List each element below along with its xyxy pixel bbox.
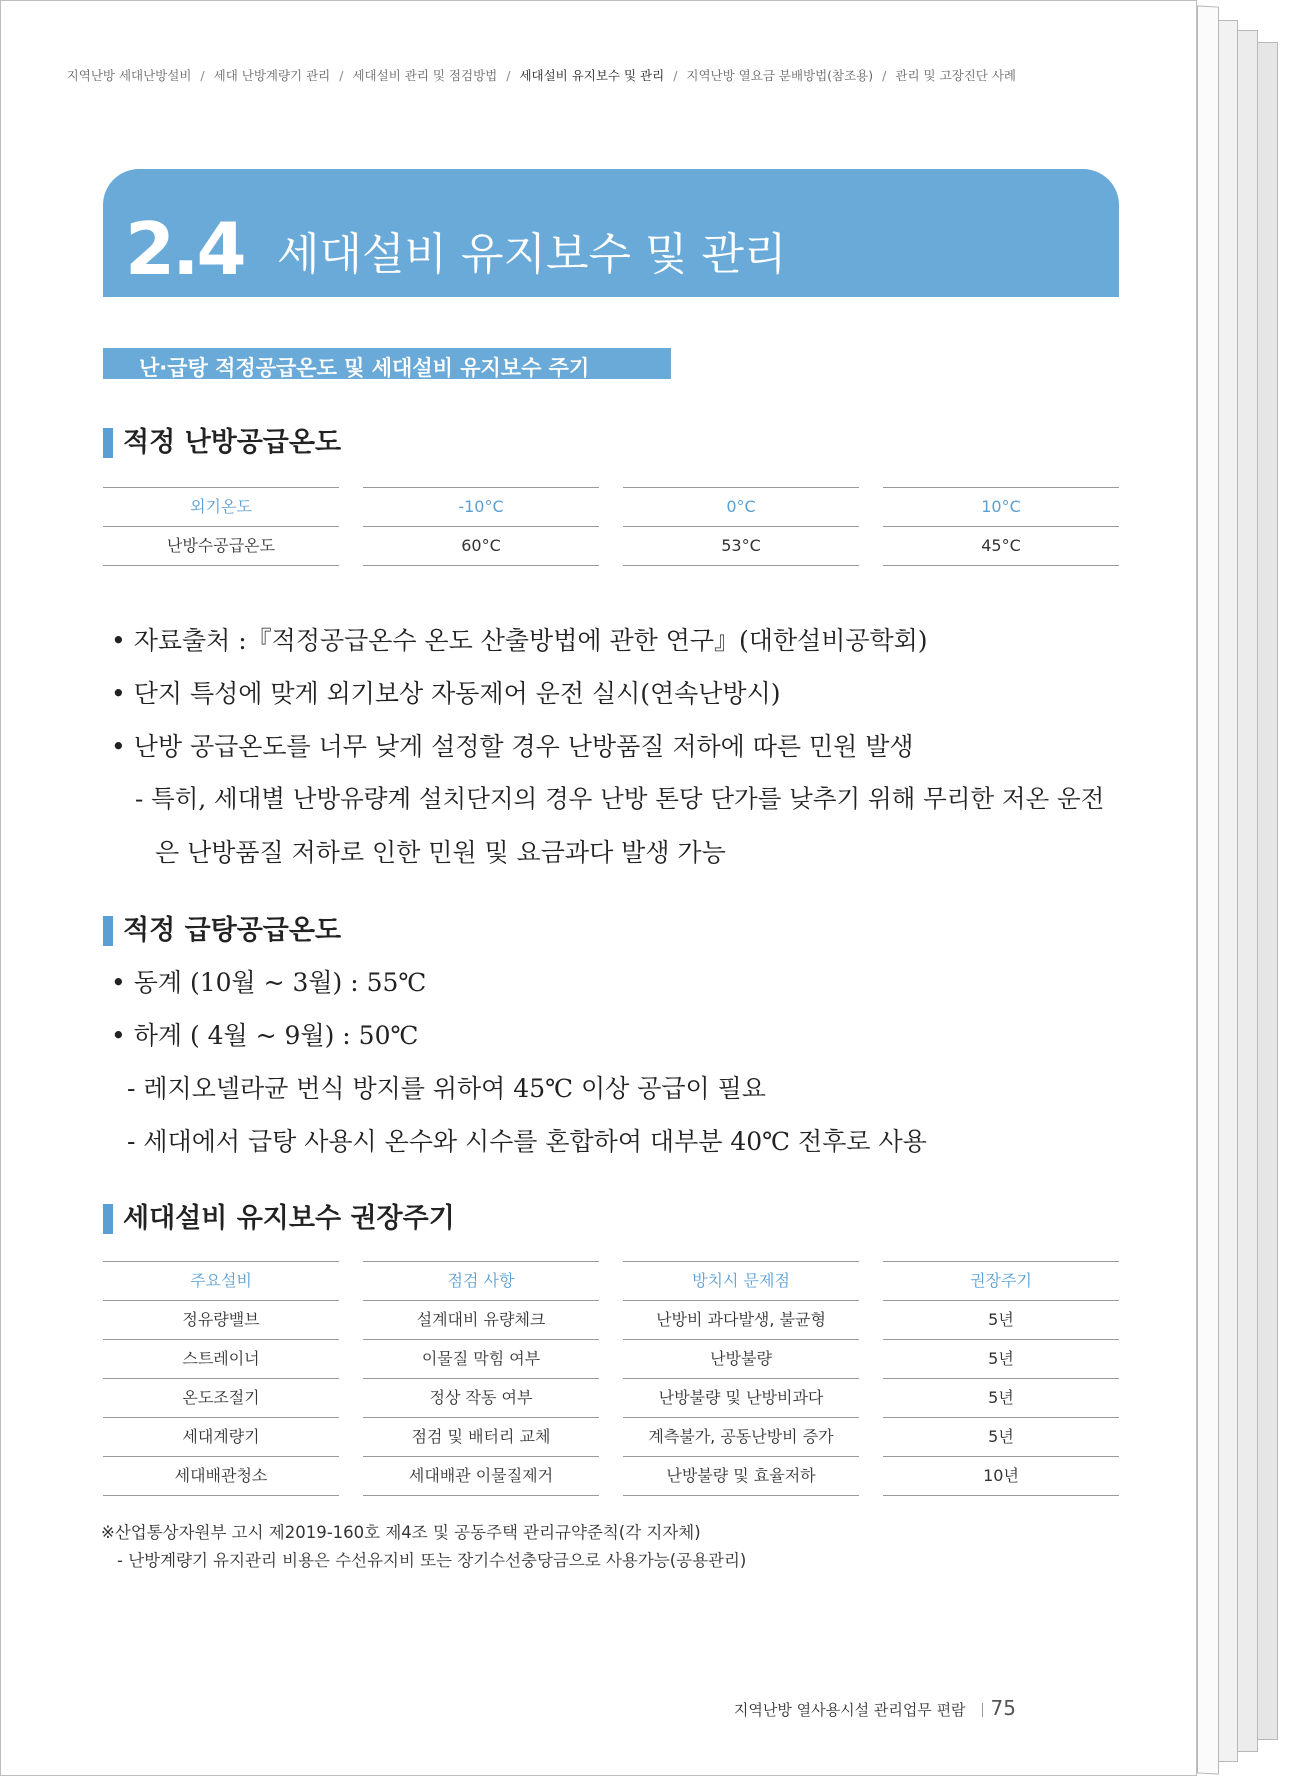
table-cell: 5년 [883, 1379, 1119, 1418]
table-header: 10°C [883, 487, 1119, 527]
table-header: 방치시 문제점 [623, 1261, 859, 1301]
table-header: -10°C [363, 487, 599, 527]
table-column [883, 1261, 1119, 1496]
table-cell: 10년 [883, 1457, 1119, 1496]
table-cell: 5년 [883, 1340, 1119, 1379]
table-cell: 세대계량기 [103, 1418, 339, 1457]
table-cell: 세대배관 이물질제거 [363, 1457, 599, 1496]
table-cell: 난방불량 및 효율저하 [623, 1457, 859, 1496]
table-cell: 53°C [623, 527, 859, 566]
breadcrumb-separator: / [882, 68, 887, 83]
table-column [363, 1261, 599, 1496]
breadcrumb-item[interactable]: 지역난방 열요금 분배방법(참조용) [686, 68, 874, 83]
breadcrumb-separator: / [339, 68, 344, 83]
breadcrumb-separator: / [200, 68, 205, 83]
table-column [103, 1261, 339, 1496]
footnote-sub: - 난방계량기 유지관리 비용은 수선유지비 또는 장기수선충당금으로 사용가능(공용관리) [117, 1551, 747, 1570]
table-header: 외기온도 [103, 487, 339, 527]
table-cell: 점검 및 배터리 교체 [363, 1418, 599, 1457]
table-column [103, 487, 339, 566]
table-cell: 60°C [363, 527, 599, 566]
breadcrumb-item[interactable]: 관리 및 고장진단 사례 [895, 68, 1016, 83]
breadcrumb-separator: / [506, 68, 511, 83]
table-cell: 난방수공급온도 [103, 527, 339, 566]
table-cell: 온도조절기 [103, 1379, 339, 1418]
sub-bullet-line: - 특히, 세대별 난방유량계 설치단지의 경우 난방 톤당 단가를 낮추기 위해 무리한 저온 운전 [135, 784, 1105, 813]
sub-bullet-line: - 레지오넬라균 번식 방지를 위하여 45℃ 이상 공급이 필요 [127, 1074, 766, 1103]
bullet-line: • 난방 공급온도를 너무 낮게 설정할 경우 난방품질 저하에 따른 민원 발생 [111, 732, 914, 761]
table-cell: 5년 [883, 1418, 1119, 1457]
table-cell: 5년 [883, 1301, 1119, 1340]
table-header: 주요설비 [103, 1261, 339, 1301]
table-cell: 이물질 막힘 여부 [363, 1340, 599, 1379]
heating-temp-heading: 적정 난방공급온도 [103, 426, 341, 460]
table-cell: 세대배관청소 [103, 1457, 339, 1496]
subhead-title: 난·급탕 적정공급온도 및 세대설비 유지보수 주기 [139, 356, 590, 380]
breadcrumb-item-active[interactable]: 세대설비 유지보수 및 관리 [519, 68, 665, 83]
bullet-line: • 단지 특성에 맞게 외기보상 자동제어 운전 실시(연속난방시) [111, 679, 781, 708]
bullet-line: • 자료출처 :『적정공급온수 온도 산출방법에 관한 연구』(대한설비공학회) [111, 626, 928, 655]
sub-bullet-line: - 세대에서 급탕 사용시 온수와 시수를 혼합하여 대부분 40℃ 전후로 사용 [127, 1127, 927, 1156]
table-header: 권장주기 [883, 1261, 1119, 1301]
footnote: ※산업통상자원부 고시 제2019-160호 제4조 및 공동주택 관리규약준칙(각 지자체) [101, 1523, 701, 1542]
sub-bullet-continuation: 은 난방품질 저하로 인한 민원 및 요금과다 발생 가능 [155, 838, 726, 867]
table-column [623, 1261, 859, 1496]
table-cell: 난방비 과다발생, 불균형 [623, 1301, 859, 1340]
breadcrumb-item[interactable]: 세대 난방계량기 관리 [213, 68, 331, 83]
table-column [883, 487, 1119, 566]
table-cell: 설계대비 유량체크 [363, 1301, 599, 1340]
table-cell: 정상 작동 여부 [363, 1379, 599, 1418]
breadcrumb [67, 66, 1016, 84]
hotwater-temp-heading: 적정 급탕공급온도 [103, 914, 341, 948]
bullet-line: • 동계 (10월 ~ 3월) : 55℃ [111, 968, 427, 997]
table-cell: 난방불량 [623, 1340, 859, 1379]
breadcrumb-item[interactable]: 세대설비 관리 및 점검방법 [352, 68, 498, 83]
table-column [623, 487, 859, 566]
table-header: 점검 사항 [363, 1261, 599, 1301]
table-cell: 계측불가, 공동난방비 증가 [623, 1418, 859, 1457]
page-edge [1197, 5, 1219, 1774]
table-cell: 스트레이너 [103, 1340, 339, 1379]
page-footer [734, 1696, 1016, 1720]
page-number: 75 [990, 1696, 1016, 1720]
bullet-line: • 하계 ( 4월 ~ 9월) : 50℃ [111, 1021, 419, 1050]
footer-divider [982, 1703, 983, 1717]
breadcrumb-separator: / [673, 68, 678, 83]
section-title: 세대설비 유지보수 및 관리 [277, 229, 787, 280]
breadcrumb-item[interactable]: 지역난방 세대난방설비 [66, 68, 192, 83]
table-column [363, 487, 599, 566]
maintenance-heading: 세대설비 유지보수 권장주기 [103, 1202, 455, 1236]
table-cell: 난방불량 및 난방비과다 [623, 1379, 859, 1418]
table-cell: 정유량밸브 [103, 1301, 339, 1340]
book-title: 지역난방 열사용시설 관리업무 편람 [733, 1701, 966, 1719]
table-header: 0°C [623, 487, 859, 527]
table-cell: 45°C [883, 527, 1119, 566]
section-number: 2.4 [125, 207, 244, 291]
